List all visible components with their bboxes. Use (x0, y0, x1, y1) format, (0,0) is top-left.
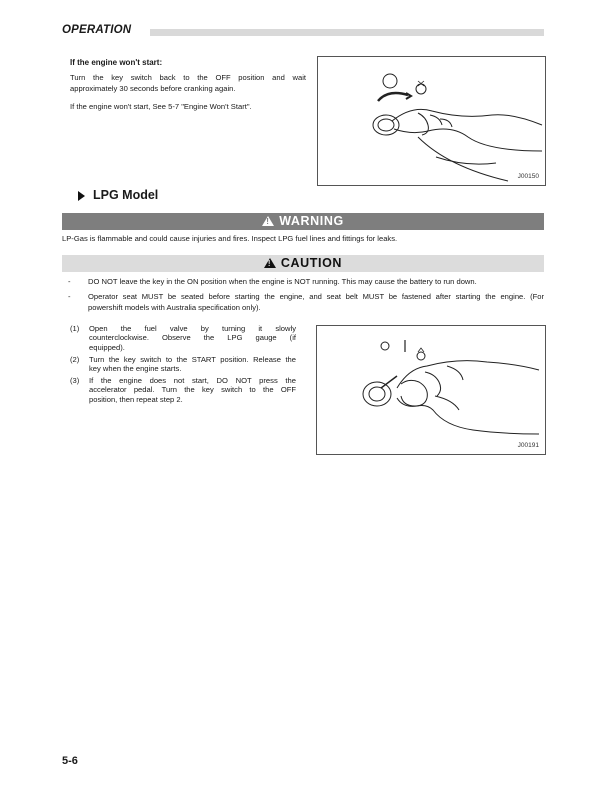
key-switch-off-drawing (318, 57, 545, 185)
caution-triangle-icon: ! (264, 258, 276, 268)
engine-wont-start-para2: If the engine won't start, See 5-7 "Engine Won't Start". (70, 102, 252, 111)
warning-text: LP-Gas is flammable and could cause injuries and fires. Inspect LPG fuel lines and fittings for leaks. (62, 234, 398, 243)
off-position-marker-icon (383, 74, 397, 88)
step-line: If the engine does not start, DO NOT press the (89, 376, 296, 385)
step-line: position, then repeat step 2. (89, 394, 183, 404)
key-switch-illustration-start (316, 325, 546, 455)
step-line: Open the fuel valve by turning it slowly (89, 324, 296, 333)
step-item (70, 376, 296, 407)
figure-code: J00191 (517, 442, 539, 449)
header-rule (150, 29, 544, 36)
figure-code: J00150 (517, 173, 539, 180)
lpg-model-heading (78, 188, 158, 202)
warning-label: WARNING (279, 214, 344, 228)
step-number: (1) (70, 324, 80, 333)
caution-bullet-1: DO NOT leave the key in the ON position when the engine is NOT running. This may cause the battery to run down. (88, 277, 477, 286)
step-line: Turn the key switch to the START position. Release the (89, 355, 296, 364)
step-line: counterclockwise. Observe the LPG gauge (if (89, 333, 296, 343)
step-number: (2) (70, 355, 80, 364)
caution-bullet-dash: - (68, 292, 71, 301)
step-number: (3) (70, 376, 80, 385)
engine-wont-start-heading: If the engine won't start: (70, 58, 163, 67)
engine-wont-start-para1-line2: approximately 30 seconds before cranking again. (70, 84, 236, 93)
key-switch-illustration-off (317, 56, 546, 186)
caution-label: CAUTION (280, 256, 343, 270)
lpg-model-label: LPG Model (93, 188, 159, 202)
triangle-bullet-icon (78, 191, 85, 201)
engine-wont-start-para1-line1: Turn the key switch back to the OFF position and wait (70, 73, 306, 82)
caution-banner (62, 255, 544, 272)
caution-bullet-dash: - (68, 277, 71, 286)
warning-banner (62, 213, 544, 230)
lpg-start-steps (70, 324, 296, 407)
caution-bullet-2-line2: powershift models with Australia specification only). (88, 303, 261, 312)
section-title: OPERATION (62, 24, 132, 36)
step-item (70, 355, 296, 376)
page-number: 5-6 (62, 755, 78, 767)
warning-triangle-icon: ! (262, 216, 274, 226)
key-switch-start-drawing (317, 326, 545, 454)
step-line: equipped). (89, 342, 125, 352)
off-position-marker-icon (381, 342, 389, 350)
step-line: key when the engine starts. (89, 364, 182, 374)
step-item (70, 324, 296, 355)
caution-bullet-2-line1: Operator seat MUST be seated before starting the engine, and seat belt MUST be fastened after starting the engine. (For (88, 292, 544, 301)
step-line: accelerator pedal. Turn the key switch to the OFF (89, 385, 296, 395)
